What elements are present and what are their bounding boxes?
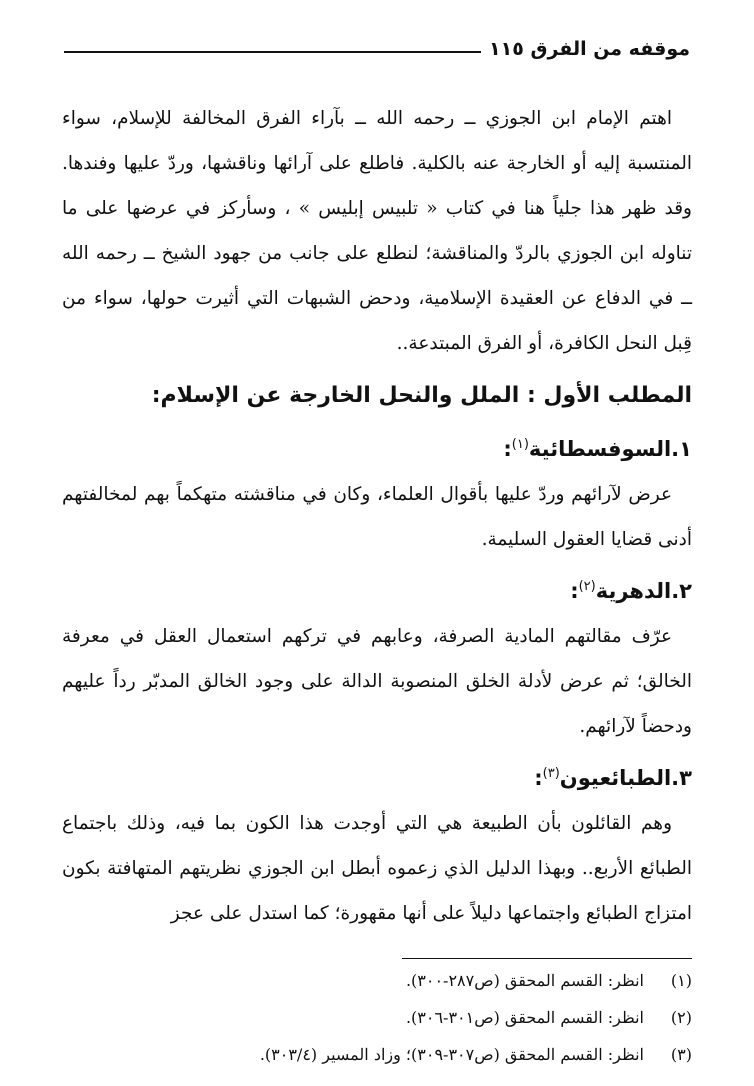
intro-paragraph: اهتم الإمام ابن الجوزي ــ رحمه الله ــ بآراء الفرق المخالفة للإسلام، سواء المنتسبة إليه أو الخارجة عنه بالكلية. فاطلع على آرائها وناقشها، وردّ عليها وفندها. وقد ظهر هذا جلياً هنا في كتاب « تلبيس إبليس » ، وسأركز في عرضها على ما تناوله ابن الجوزي بالردّ والمناقشة؛ لنطلع على جانب من جهود الشيخ ــ رحمه الله ــ في الدفاع عن العقيدة الإسلامية، ودحض الشبهات التي أثيرت حولها، سواء من قِبل النحل الكافرة، أو الفرق المبتدعة.. [62, 108, 692, 354]
item-colon: : [570, 579, 579, 603]
item-heading-naturalists [62, 751, 692, 801]
item-title: ١.السوفسطائية [528, 437, 692, 461]
footnote-number: (٢) [670, 1008, 692, 1027]
footnote-number: (١) [670, 971, 692, 990]
item-paragraph-sophists: عرض لآرائهم وردّ عليها بأقوال العلماء، وكان في مناقشته متهكماً بهم لمخالفتهم أدنى قضايا العقول السليمة. [62, 484, 692, 550]
footnote-rule [402, 958, 692, 959]
item-colon: : [503, 437, 512, 461]
section-heading: المطلب الأول : الملل والنحل الخارجة عن الإسلام: [151, 383, 692, 408]
header-rule [64, 51, 481, 53]
footnotes [62, 962, 692, 1073]
footnote [62, 1036, 692, 1073]
item-heading-sophists [62, 422, 692, 472]
footnote-text: انظر: القسم المحقق (ص٣٠١-٣٠٦). [405, 1008, 644, 1027]
item-title: ٣.الطبائعيون [559, 766, 692, 790]
footnote-ref[interactable]: (١) [511, 437, 529, 452]
footnote [62, 962, 692, 999]
page-body [62, 96, 692, 936]
item-colon: : [534, 766, 543, 790]
item-paragraph-dahriyya: عرّف مقالتهم المادية الصرفة، وعابهم في تركهم استعمال العقل في معرفة الخالق؛ ثم عرض لأدلة الخلق المنصوبة الدالة على وجود الخالق المدبّر رداً عليهم ودحضاً لآرائهم. [62, 626, 692, 737]
running-header [64, 24, 690, 60]
footnote-ref[interactable]: (٢) [578, 579, 596, 594]
footnote-number: (٣) [670, 1045, 692, 1064]
item-paragraph-naturalists: وهم القائلون بأن الطبيعة هي التي أوجدت هذا الكون بما فيه، وذلك باجتماع الطبائع الأربع.. وبهذا الدليل الذي زعموه أبطل ابن الجوزي نظريتهم المتهافتة بكون امتزاج الطبائع واجتماعها دليلاً على أنها مقهورة؛ كما استدل على عجز [62, 813, 692, 924]
running-title: موقفه من الفرق ١١٥ [489, 38, 690, 60]
footnote-text: انظر: القسم المحقق (ص٣٠٧-٣٠٩)؛ وزاد المسير (٣٠٣/٤). [259, 1045, 644, 1064]
footnote [62, 999, 692, 1036]
footnote-text: انظر: القسم المحقق (ص٢٨٧-٣٠٠). [405, 971, 644, 990]
footnote-ref[interactable]: (٣) [542, 766, 560, 781]
item-title: ٢.الدهرية [595, 579, 692, 603]
item-heading-dahriyya [62, 564, 692, 614]
